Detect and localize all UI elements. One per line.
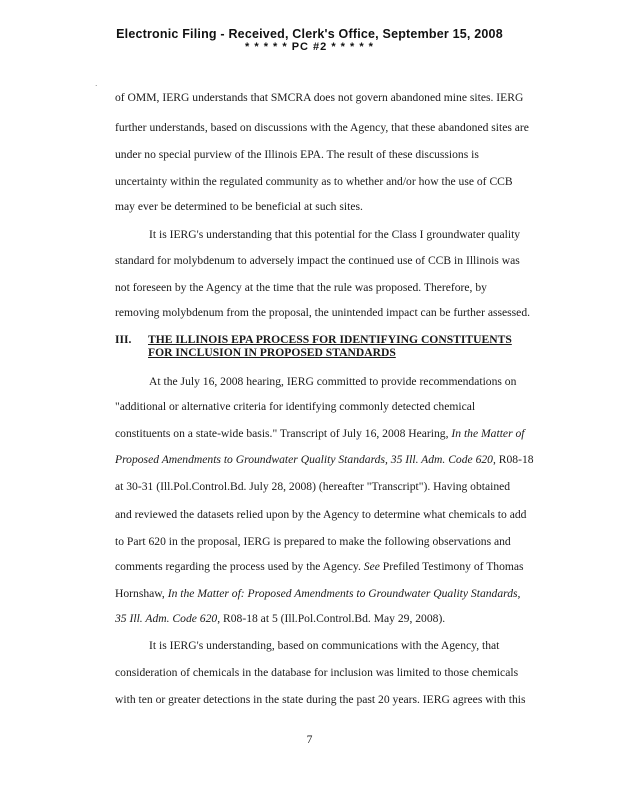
body-line [115,427,525,441]
body-text: comments regarding the process used by the Agency. [115,560,364,573]
body-text: , R08-18 at 5 (Ill.Pol.Control.Bd. May 29, 2008). [217,612,446,625]
case-title-italic: 35 Ill. Adm. Code 620 [115,612,218,625]
filing-stamp-line1: Electronic Filing - Received, Clerk's Office, September 15, 2008 [116,27,503,41]
section-title-line2: FOR INCLUSION IN PROPOSED STANDARDS [148,346,396,359]
body-line: and reviewed the datasets relied upon by the Agency to determine what chemicals to add [115,508,527,521]
body-line: under no special purview of the Illinois EPA. The result of these discussions is [115,148,479,161]
body-line [115,587,520,601]
section-number: III. [115,333,132,346]
body-line: of OMM, IERG understands that SMCRA does not govern abandoned mine sites. IERG [115,91,524,104]
page-number: 7 [306,733,313,746]
filing-stamp-line2: * * * * * PC #2 * * * * * [245,41,374,53]
body-line: consideration of chemicals in the database for inclusion was limited to those chemicals [115,666,519,679]
body-text: Prefiled Testimony of Thomas [379,560,524,573]
margin-mark: · [95,82,98,90]
body-text: constituents on a state-wide basis." Transcript of July 16, 2008 Hearing, [115,427,452,440]
body-line: "additional or alternative criteria for identifying commonly detected chemical [115,400,476,413]
body-line: to Part 620 in the proposal, IERG is prepared to make the following observations and [115,535,511,548]
body-line: may ever be determined to be beneficial at such sites. [115,200,363,213]
body-line: at 30-31 (Ill.Pol.Control.Bd. July 28, 2008) (hereafter "Transcript"). Having obtained [115,480,511,493]
body-line [115,612,445,626]
body-line: standard for molybdenum to adversely impact the continued use of CCB in Illinois was [115,254,520,267]
body-line: uncertainty within the regulated community as to whether and/or how the use of CCB [115,175,513,188]
body-line: removing molybdenum from the proposal, the unintended impact can be further assessed. [115,306,531,319]
case-title-italic: In the Matter of: Proposed Amendments to Groundwater Quality Standards, [167,587,521,600]
body-line: with ten or greater detections in the state during the past 20 years. IERG agrees with this [115,693,526,706]
case-title-italic: Proposed Amendments to Groundwater Quality Standards, 35 Ill. Adm. Code 620 [115,453,493,466]
signal-italic: See [363,560,380,573]
body-line: It is IERG's understanding that this potential for the Class I groundwater quality [149,228,521,241]
body-line: It is IERG's understanding, based on communications with the Agency, that [149,639,500,652]
section-title-line1: THE ILLINOIS EPA PROCESS FOR IDENTIFYING CONSTITUENTS [148,333,512,346]
case-title-italic: In the Matter of [451,427,525,440]
body-line [115,453,534,467]
body-line: At the July 16, 2008 hearing, IERG committed to provide recommendations on [149,375,517,388]
body-line [115,560,524,574]
body-line: further understands, based on discussions with the Agency, that these abandoned sites are [115,121,529,134]
body-text: Hornshaw, [115,587,168,600]
body-line: not foreseen by the Agency at the time that the rule was proposed. Therefore, by [115,281,487,294]
body-text: , R08-18 [492,453,534,466]
